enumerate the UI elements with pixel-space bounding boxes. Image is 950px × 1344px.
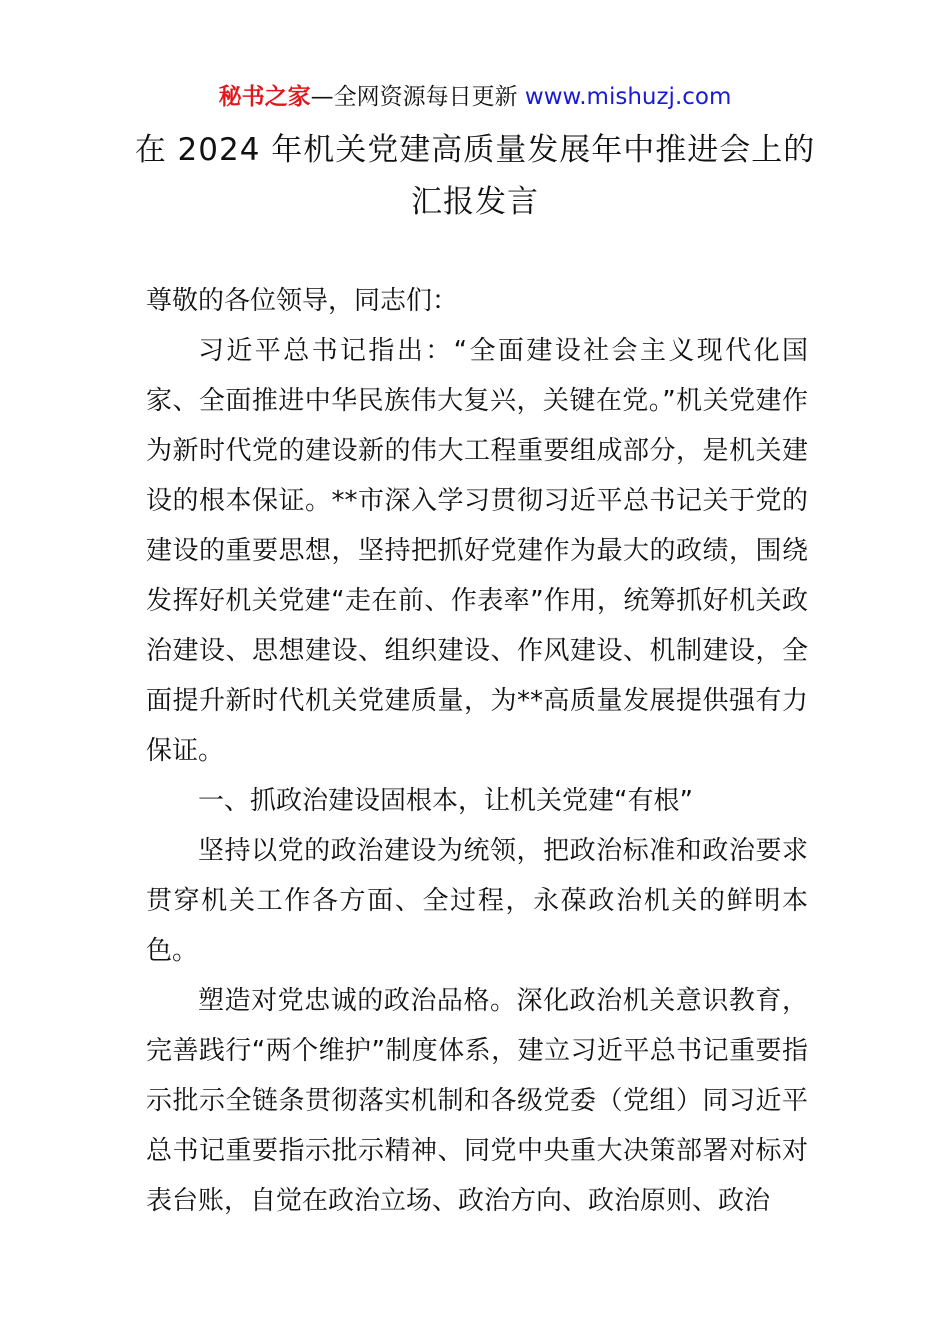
title-line-2: 汇报发言 [411,184,539,220]
document-title [100,124,850,228]
paragraph-section-1-lead: 坚持以党的政治建设为统领，把政治标准和政治要求贯穿机关工作各方面、全过程，永葆政治机关的鲜明本色。 [146,836,808,966]
brand-name: 秘书之家 [218,84,311,110]
paragraph-political-loyalty: 塑造对党忠诚的政治品格。深化政治机关意识教育，完善践行“两个维护”制度体系，建立习近平总书记重要指示批示全链条贯彻落实机制和各级党委（党组）同习近平总书记重要指示批示精神、同党中央重大决策部署对标对表台账，自觉在政治立场、政治方向、政治原则、政治 [146,986,808,1216]
section-heading-1: 一、抓政治建设固根本，让机关党建“有根” [198,786,693,816]
paragraph-intro: 习近平总书记指出：“全面建设社会主义现代化国家、全面推进中华民族伟大复兴，关键在党。”机关党建作为新时代党的建设新的伟大工程重要组成部分，是机关建设的根本保证。**市深入学习贯彻习近平总书记关于党的建设的重要思想，坚持把抓好党建作为最大的政绩，围绕发挥好机关党建“走在前、作表率”作用，统筹抓好机关政治建设、思想建设、组织建设、作风建设、机制建设，全面提升新时代机关党建质量，为**高质量发展提供强有力保证。 [146,336,808,766]
site-header [0,80,950,114]
site-url-link[interactable]: www.mishuzj.com [524,84,732,110]
document-body [146,276,808,1226]
title-line-1: 在 2024 年机关党建高质量发展年中推进会上的 [134,132,816,168]
header-tagline: —全网资源每日更新 [310,84,518,110]
salutation: 尊敬的各位领导，同志们： [146,286,459,316]
